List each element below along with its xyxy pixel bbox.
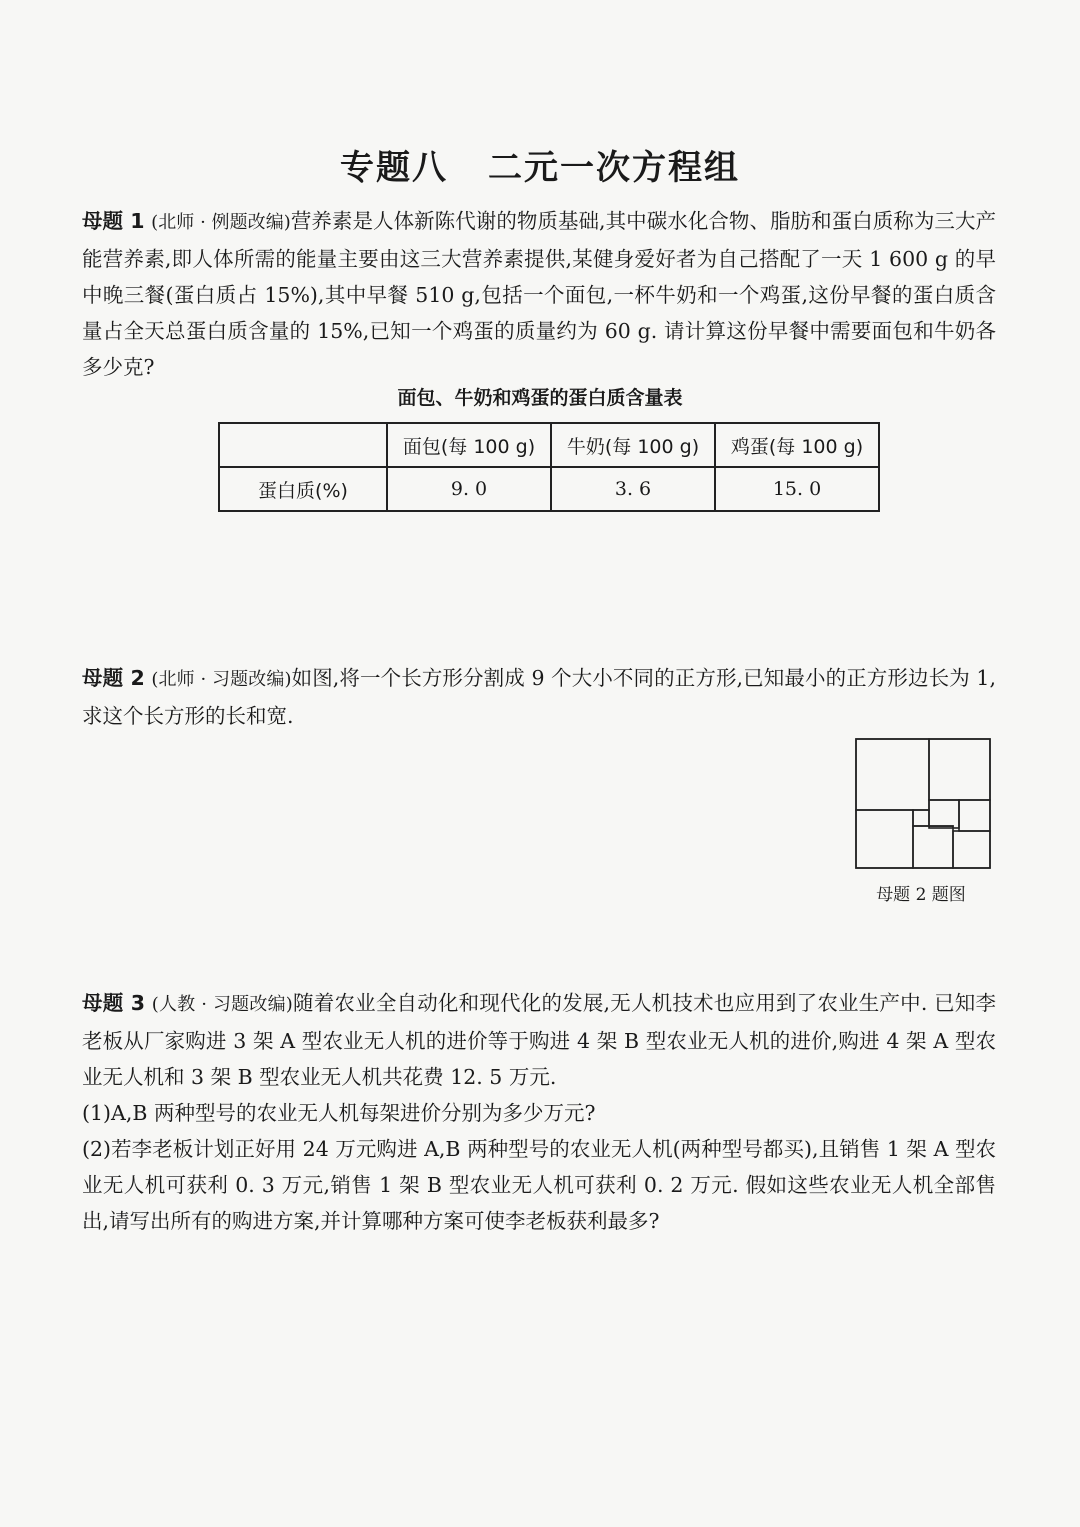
problem-1 xyxy=(82,203,996,385)
problem-2 xyxy=(82,660,996,734)
square-a xyxy=(856,739,929,810)
squares-figure xyxy=(855,738,991,869)
square-e xyxy=(959,800,990,831)
problem-3-source: (人教 · 习题改编) xyxy=(151,994,293,1015)
square-d xyxy=(929,800,959,828)
problem-1-label: 母题 1 xyxy=(82,209,145,233)
table-header-cell: 牛奶(每 100 g) xyxy=(551,423,715,467)
table-header-cell xyxy=(219,423,387,467)
table-cell: 15. 0 xyxy=(715,467,879,511)
table-caption: 面包、牛奶和鸡蛋的蛋白质含量表 xyxy=(397,387,683,409)
table-header-cell: 面包(每 100 g) xyxy=(387,423,551,467)
square-b xyxy=(929,739,990,800)
table-header-row xyxy=(219,423,879,467)
square-g xyxy=(913,826,953,868)
square-c xyxy=(856,810,913,868)
problem-2-label: 母题 2 xyxy=(82,666,145,690)
problem-3-question-1: (1)A,B 两种型号的农业无人机每架进价分别为多少万元? xyxy=(82,1101,596,1125)
protein-table xyxy=(218,422,880,512)
page-title xyxy=(0,140,1080,189)
figure-caption: 母题 2 题图 xyxy=(876,885,966,905)
table-cell: 9. 0 xyxy=(387,467,551,511)
outer-rectangle xyxy=(856,739,990,868)
title-part2: 二元一次方程组 xyxy=(488,148,740,188)
table-header-cell: 鸡蛋(每 100 g) xyxy=(715,423,879,467)
problem-2-source: (北师 · 习题改编) xyxy=(151,669,292,690)
problem-3-question-2: (2)若李老板计划正好用 24 万元购进 A,B 两种型号的农业无人机(两种型号都买),且销售 1 架 A 型农业无人机可获利 0. 3 万元,销售 1 架 B 型农业无人机可获利 0. 2 万元. 假如这些农业无人机全部售出,请写出所有的购进方案,并计算哪种方案可使李老板获利最多? xyxy=(82,1137,996,1233)
table-row xyxy=(219,467,879,511)
problem-3-label: 母题 3 xyxy=(82,991,146,1015)
problem-3 xyxy=(82,985,996,1239)
problem-3-text: 随着农业全自动化和现代化的发展,无人机技术也应用到了农业生产中. 已知李老板从厂家购进 3 架 A 型农业无人机的进价等于购进 4 架 B 型农业无人机的进价,购进 4 架 A 型农业无人机和 3 架 B 型农业无人机共花费 12. 5 万元. xyxy=(82,991,996,1089)
problem-2-text: 如图,将一个长方形分割成 9 个大小不同的正方形,已知最小的正方形边长为 1,求这个长方形的长和宽. xyxy=(82,666,996,728)
problem-1-source: (北师 · 例题改编) xyxy=(151,212,291,233)
table-row-label: 蛋白质(%) xyxy=(219,467,387,511)
problem-1-text: 营养素是人体新陈代谢的物质基础,其中碳水化合物、脂肪和蛋白质称为三大产能营养素,即人体所需的能量主要由这三大营养素提供,某健身爱好者为自己搭配了一天 1 600 g 的早中晚三餐(蛋白质占 15%),其中早餐 510 g,包括一个面包,一杯牛奶和一个鸡蛋,这份早餐的蛋白质含量占全天总蛋白质含量的 15%,已知一个鸡蛋的质量约为 60 g. 请计算这份早餐中需要面包和牛奶各多少克? xyxy=(82,209,996,379)
title-part1: 专题八 xyxy=(340,148,448,188)
square-f xyxy=(913,810,929,826)
square-h xyxy=(953,831,990,868)
table-cell: 3. 6 xyxy=(551,467,715,511)
